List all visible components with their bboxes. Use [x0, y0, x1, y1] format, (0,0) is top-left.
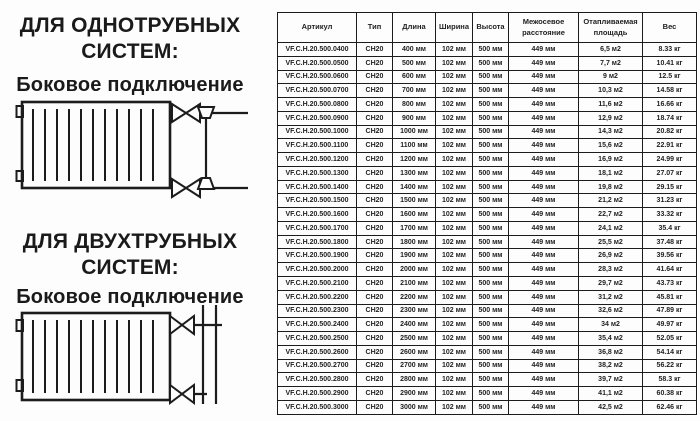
table-cell: CH20	[357, 153, 393, 167]
table-cell: 449 мм	[509, 98, 579, 112]
section1-title	[2, 13, 258, 65]
table-cell: 500 мм	[473, 166, 509, 180]
table-row	[278, 98, 697, 112]
table-cell: 449 мм	[509, 359, 579, 373]
section2-title	[2, 229, 258, 281]
table-cell: 39,7 м2	[579, 373, 643, 387]
table-cell: 102 мм	[436, 373, 473, 387]
table-cell: CH20	[357, 318, 393, 332]
table-cell: VF.C.H.20.500.1600	[278, 208, 357, 222]
table-cell: 2700 мм	[393, 359, 436, 373]
table-cell: 2100 мм	[393, 277, 436, 291]
table-cell: 449 мм	[509, 249, 579, 263]
table-cell: CH20	[357, 208, 393, 222]
spec-table	[277, 12, 697, 415]
table-row	[278, 84, 697, 98]
table-cell: 449 мм	[509, 277, 579, 291]
table-cell: 449 мм	[509, 70, 579, 84]
table-cell: 37.48 кг	[643, 235, 697, 249]
spec-table-container	[277, 12, 697, 415]
table-row	[278, 221, 697, 235]
table-cell: 500 мм	[473, 318, 509, 332]
table-cell: 102 мм	[436, 249, 473, 263]
table-cell: 2200 мм	[393, 290, 436, 304]
table-cell: 11,6 м2	[579, 98, 643, 112]
table-cell: VF.C.H.20.500.0600	[278, 70, 357, 84]
table-cell: 41.64 кг	[643, 263, 697, 277]
table-cell: 449 мм	[509, 56, 579, 70]
table-cell: 31.23 кг	[643, 194, 697, 208]
table-cell: 102 мм	[436, 56, 473, 70]
table-row	[278, 125, 697, 139]
table-cell: 18.74 кг	[643, 111, 697, 125]
table-cell: CH20	[357, 304, 393, 318]
table-cell: 35,4 м2	[579, 332, 643, 346]
table-cell: 500 мм	[473, 56, 509, 70]
table-cell: CH20	[357, 235, 393, 249]
table-cell: 102 мм	[436, 194, 473, 208]
table-cell: VF.C.H.20.500.2900	[278, 387, 357, 401]
table-cell: 449 мм	[509, 345, 579, 359]
table-cell: 449 мм	[509, 373, 579, 387]
table-cell: 449 мм	[509, 235, 579, 249]
table-cell: 449 мм	[509, 166, 579, 180]
table-cell: 449 мм	[509, 125, 579, 139]
table-cell: 449 мм	[509, 43, 579, 57]
table-cell: 14.58 кг	[643, 84, 697, 98]
table-cell: 500 мм	[473, 263, 509, 277]
table-cell: 500 мм	[473, 139, 509, 153]
table-cell: 102 мм	[436, 208, 473, 222]
table-cell: 10,3 м2	[579, 84, 643, 98]
table-cell: 43.73 кг	[643, 277, 697, 291]
table-cell: 1700 мм	[393, 221, 436, 235]
table-cell: 500 мм	[473, 373, 509, 387]
table-cell: 1800 мм	[393, 235, 436, 249]
table-cell: 449 мм	[509, 332, 579, 346]
table-row	[278, 249, 697, 263]
table-cell: 500 мм	[473, 208, 509, 222]
table-cell: VF.C.H.20.500.0800	[278, 98, 357, 112]
table-cell: 2400 мм	[393, 318, 436, 332]
table-cell: 49.97 кг	[643, 318, 697, 332]
table-cell: VF.C.H.20.500.3000	[278, 400, 357, 414]
table-cell: 102 мм	[436, 153, 473, 167]
table-cell: CH20	[357, 400, 393, 414]
table-cell: 3000 мм	[393, 400, 436, 414]
table-cell: 9 м2	[579, 70, 643, 84]
table-cell: 600 мм	[393, 70, 436, 84]
table-cell: 6,5 м2	[579, 43, 643, 57]
table-cell: 24,1 м2	[579, 221, 643, 235]
table-cell: 102 мм	[436, 180, 473, 194]
table-cell: 102 мм	[436, 345, 473, 359]
valve-icon	[170, 385, 194, 403]
table-cell: 1100 мм	[393, 139, 436, 153]
table-cell: 449 мм	[509, 387, 579, 401]
table-cell: 449 мм	[509, 208, 579, 222]
spec-table-body	[278, 43, 697, 415]
table-cell: 22,7 м2	[579, 208, 643, 222]
table-cell: CH20	[357, 111, 393, 125]
table-cell: 52.05 кг	[643, 332, 697, 346]
table-cell: VF.C.H.20.500.1500	[278, 194, 357, 208]
table-cell: 12.5 кг	[643, 70, 697, 84]
table-cell: CH20	[357, 345, 393, 359]
left-panel	[0, 0, 270, 421]
table-cell: 102 мм	[436, 221, 473, 235]
table-cell: 500 мм	[473, 345, 509, 359]
table-cell: 102 мм	[436, 125, 473, 139]
table-cell: VF.C.H.20.500.2800	[278, 373, 357, 387]
table-cell: 500 мм	[473, 111, 509, 125]
table-cell: 2300 мм	[393, 304, 436, 318]
table-cell: VF.C.H.20.500.1700	[278, 221, 357, 235]
table-cell: CH20	[357, 139, 393, 153]
table-cell: 29,7 м2	[579, 277, 643, 291]
table-cell: 449 мм	[509, 153, 579, 167]
table-cell: 500 мм	[473, 125, 509, 139]
table-cell: 56.22 кг	[643, 359, 697, 373]
table-cell: 500 мм	[473, 43, 509, 57]
table-cell: VF.C.H.20.500.2000	[278, 263, 357, 277]
table-cell: 39.56 кг	[643, 249, 697, 263]
table-cell: 41,1 м2	[579, 387, 643, 401]
table-cell: 20.82 кг	[643, 125, 697, 139]
table-cell: 26,9 м2	[579, 249, 643, 263]
valve-icon	[170, 316, 194, 334]
table-cell: 58.3 кг	[643, 373, 697, 387]
table-cell: 102 мм	[436, 332, 473, 346]
table-cell: 15,6 м2	[579, 139, 643, 153]
table-cell: 21,2 м2	[579, 194, 643, 208]
table-row	[278, 235, 697, 249]
table-cell: 19,8 м2	[579, 180, 643, 194]
table-row	[278, 400, 697, 414]
table-cell: VF.C.H.20.500.0900	[278, 111, 357, 125]
table-row	[278, 304, 697, 318]
column-header-width: Ширина	[436, 13, 473, 43]
table-cell: 28,3 м2	[579, 263, 643, 277]
table-cell: CH20	[357, 166, 393, 180]
table-cell: 449 мм	[509, 290, 579, 304]
table-cell: 1900 мм	[393, 249, 436, 263]
table-cell: 1600 мм	[393, 208, 436, 222]
table-row	[278, 56, 697, 70]
table-cell: 24.99 кг	[643, 153, 697, 167]
single-pipe-radiator-diagram	[6, 96, 254, 200]
table-row	[278, 263, 697, 277]
table-cell: CH20	[357, 290, 393, 304]
table-cell: 102 мм	[436, 359, 473, 373]
table-cell: 16,9 м2	[579, 153, 643, 167]
table-cell: 2800 мм	[393, 373, 436, 387]
table-cell: VF.C.H.20.500.2400	[278, 318, 357, 332]
column-header-length: Длина	[393, 13, 436, 43]
table-cell: 1500 мм	[393, 194, 436, 208]
table-cell: CH20	[357, 359, 393, 373]
table-cell: CH20	[357, 84, 393, 98]
table-row	[278, 208, 697, 222]
table-cell: 500 мм	[473, 153, 509, 167]
table-cell: 102 мм	[436, 290, 473, 304]
table-cell: 7,7 м2	[579, 56, 643, 70]
table-cell: 62.46 кг	[643, 400, 697, 414]
table-cell: 500 мм	[473, 400, 509, 414]
table-cell: CH20	[357, 373, 393, 387]
table-row	[278, 345, 697, 359]
table-cell: 500 мм	[473, 98, 509, 112]
table-cell: 500 мм	[473, 194, 509, 208]
table-cell: VF.C.H.20.500.2600	[278, 345, 357, 359]
table-row	[278, 153, 697, 167]
table-cell: 449 мм	[509, 194, 579, 208]
table-cell: 1400 мм	[393, 180, 436, 194]
table-cell: VF.C.H.20.500.1900	[278, 249, 357, 263]
table-cell: 900 мм	[393, 111, 436, 125]
table-cell: 27.07 кг	[643, 166, 697, 180]
table-cell: 500 мм	[393, 56, 436, 70]
table-cell: 449 мм	[509, 318, 579, 332]
column-header-height: Высота	[473, 13, 509, 43]
table-cell: 33.32 кг	[643, 208, 697, 222]
table-cell: 500 мм	[473, 180, 509, 194]
table-cell: 102 мм	[436, 43, 473, 57]
table-cell: 2900 мм	[393, 387, 436, 401]
table-cell: CH20	[357, 221, 393, 235]
table-cell: VF.C.H.20.500.0500	[278, 56, 357, 70]
column-header-weight: Вес	[643, 13, 697, 43]
table-cell: 449 мм	[509, 400, 579, 414]
table-cell: 1000 мм	[393, 125, 436, 139]
table-cell: 800 мм	[393, 98, 436, 112]
table-cell: 32,6 м2	[579, 304, 643, 318]
table-row	[278, 139, 697, 153]
table-cell: VF.C.H.20.500.2200	[278, 290, 357, 304]
table-cell: 102 мм	[436, 70, 473, 84]
table-cell: 60.38 кг	[643, 387, 697, 401]
table-cell: VF.C.H.20.500.0700	[278, 84, 357, 98]
radiator-fins	[33, 109, 153, 181]
two-pipe-radiator-diagram	[6, 303, 254, 415]
table-cell: VF.C.H.20.500.2100	[278, 277, 357, 291]
table-cell: 449 мм	[509, 304, 579, 318]
column-header-type: Тип	[357, 13, 393, 43]
table-cell: 2500 мм	[393, 332, 436, 346]
table-cell: 42,5 м2	[579, 400, 643, 414]
table-cell: CH20	[357, 70, 393, 84]
valve-icon	[172, 104, 200, 122]
table-cell: 16.66 кг	[643, 98, 697, 112]
table-cell: 102 мм	[436, 318, 473, 332]
table-cell: 449 мм	[509, 221, 579, 235]
radiator-fins	[33, 320, 153, 393]
table-cell: 102 мм	[436, 139, 473, 153]
tee-fitting-icon	[198, 178, 214, 189]
table-cell: 102 мм	[436, 111, 473, 125]
table-cell: 449 мм	[509, 84, 579, 98]
table-cell: 47.89 кг	[643, 304, 697, 318]
table-cell: 500 мм	[473, 387, 509, 401]
table-cell: 500 мм	[473, 249, 509, 263]
table-cell: 500 мм	[473, 290, 509, 304]
table-row	[278, 332, 697, 346]
tee-fitting-icon	[198, 107, 214, 118]
table-cell: VF.C.H.20.500.2300	[278, 304, 357, 318]
table-cell: 38,2 м2	[579, 359, 643, 373]
table-cell: 400 мм	[393, 43, 436, 57]
table-cell: 102 мм	[436, 98, 473, 112]
table-cell: 102 мм	[436, 387, 473, 401]
table-cell: 25,5 м2	[579, 235, 643, 249]
table-cell: 500 мм	[473, 332, 509, 346]
table-cell: 102 мм	[436, 400, 473, 414]
table-cell: VF.C.H.20.500.2500	[278, 332, 357, 346]
section1-subtitle: Боковое подключение	[16, 74, 244, 96]
table-cell: CH20	[357, 180, 393, 194]
table-cell: VF.C.H.20.500.1800	[278, 235, 357, 249]
table-cell: 36,8 м2	[579, 345, 643, 359]
table-cell: 1200 мм	[393, 153, 436, 167]
section1-title-line1: ДЛЯ ОДНОТРУБНЫХ	[19, 14, 241, 37]
table-cell: CH20	[357, 263, 393, 277]
table-cell: CH20	[357, 43, 393, 57]
table-row	[278, 373, 697, 387]
table-cell: 45.81 кг	[643, 290, 697, 304]
table-row	[278, 359, 697, 373]
column-header-heated-area: Отапливаемая площадь	[579, 13, 643, 43]
table-cell: CH20	[357, 332, 393, 346]
table-row	[278, 290, 697, 304]
table-cell: 102 мм	[436, 277, 473, 291]
table-cell: 54.14 кг	[643, 345, 697, 359]
table-cell: VF.C.H.20.500.1300	[278, 166, 357, 180]
table-cell: 35.4 кг	[643, 221, 697, 235]
spec-table-header	[278, 13, 697, 43]
table-cell: 449 мм	[509, 111, 579, 125]
table-cell: CH20	[357, 98, 393, 112]
table-row	[278, 111, 697, 125]
table-cell: 22.91 кг	[643, 139, 697, 153]
table-row	[278, 318, 697, 332]
table-cell: 449 мм	[509, 139, 579, 153]
table-cell: 500 мм	[473, 221, 509, 235]
table-cell: 449 мм	[509, 263, 579, 277]
table-cell: 102 мм	[436, 166, 473, 180]
section1-title-line2: СИСТЕМ:	[81, 40, 179, 63]
valve-icon	[172, 179, 200, 197]
table-cell: 500 мм	[473, 235, 509, 249]
table-cell: 34 м2	[579, 318, 643, 332]
table-cell: 500 мм	[473, 304, 509, 318]
table-cell: 31,2 м2	[579, 290, 643, 304]
table-row	[278, 43, 697, 57]
table-row	[278, 387, 697, 401]
table-cell: 1300 мм	[393, 166, 436, 180]
table-cell: VF.C.H.20.500.1000	[278, 125, 357, 139]
section2-title-line2: СИСТЕМ:	[81, 256, 179, 279]
table-row	[278, 70, 697, 84]
table-row	[278, 166, 697, 180]
table-cell: CH20	[357, 125, 393, 139]
header-row	[278, 13, 697, 43]
table-row	[278, 277, 697, 291]
section2-title-line1: ДЛЯ ДВУХТРУБНЫХ	[22, 230, 238, 253]
table-cell: VF.C.H.20.500.1400	[278, 180, 357, 194]
table-cell: 700 мм	[393, 84, 436, 98]
table-cell: CH20	[357, 194, 393, 208]
table-cell: VF.C.H.20.500.2700	[278, 359, 357, 373]
table-cell: CH20	[357, 56, 393, 70]
section2-subtitle: Боковое подключение	[16, 286, 244, 308]
table-cell: 500 мм	[473, 359, 509, 373]
table-row	[278, 194, 697, 208]
table-cell: 14,3 м2	[579, 125, 643, 139]
table-cell: CH20	[357, 249, 393, 263]
table-cell: 102 мм	[436, 235, 473, 249]
table-cell: 500 мм	[473, 84, 509, 98]
table-cell: 2600 мм	[393, 345, 436, 359]
table-cell: 102 мм	[436, 84, 473, 98]
table-cell: 18,1 м2	[579, 166, 643, 180]
table-cell: 449 мм	[509, 180, 579, 194]
table-cell: 8.33 кг	[643, 43, 697, 57]
table-cell: VF.C.H.20.500.1200	[278, 153, 357, 167]
table-cell: 102 мм	[436, 263, 473, 277]
table-cell: VF.C.H.20.500.0400	[278, 43, 357, 57]
table-cell: CH20	[357, 387, 393, 401]
table-cell: 2000 мм	[393, 263, 436, 277]
column-header-article: Артикул	[278, 13, 357, 43]
table-cell: 29.15 кг	[643, 180, 697, 194]
table-cell: VF.C.H.20.500.1100	[278, 139, 357, 153]
table-row	[278, 180, 697, 194]
table-cell: 12,9 м2	[579, 111, 643, 125]
table-cell: 102 мм	[436, 304, 473, 318]
table-cell: 10.41 кг	[643, 56, 697, 70]
column-header-axle-distance: Межосевое расстояние	[509, 13, 579, 43]
table-cell: 500 мм	[473, 277, 509, 291]
table-cell: 500 мм	[473, 70, 509, 84]
table-cell: CH20	[357, 277, 393, 291]
